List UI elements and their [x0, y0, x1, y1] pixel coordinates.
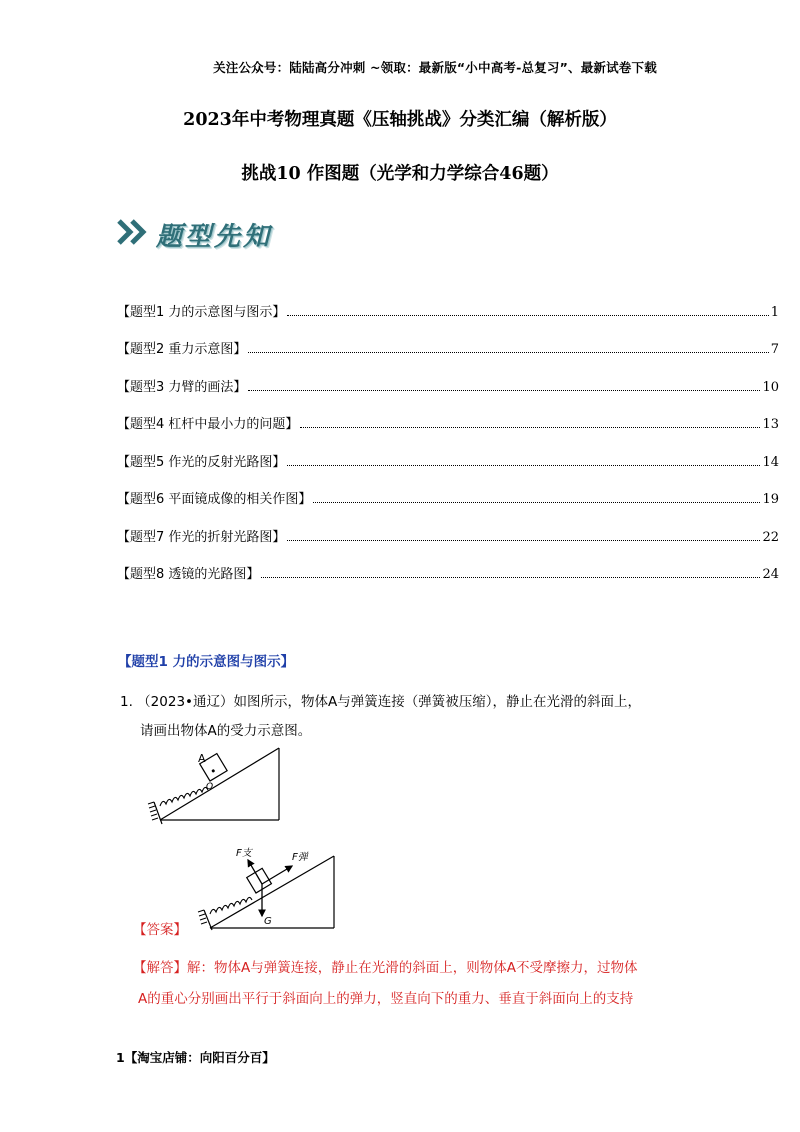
banner-title: 题型先知 [156, 221, 273, 252]
toc-entry[interactable] [117, 432, 779, 470]
label-f-support: F支 [236, 848, 252, 859]
question-text-line1: 1. （2023•通辽）如图所示，物体A与弹簧连接（弹簧被压缩），静止在光滑的斜面上， [120, 694, 641, 710]
compressed-spring [160, 787, 208, 806]
toc-leader-dots [248, 390, 760, 391]
table-of-contents [117, 282, 779, 582]
toc-entry-page: 13 [762, 417, 779, 432]
section-banner [116, 214, 272, 254]
document-title: 2023年中考物理真题《压轴挑战》分类汇编（解析版） [183, 110, 617, 130]
label-a: A [198, 752, 206, 765]
answer-analysis [133, 953, 693, 1015]
toc-entry-label: 【题型6 平面镜成像的相关作图】 [117, 492, 312, 507]
toc-entry-page: 24 [762, 567, 779, 582]
toc-entry[interactable] [117, 357, 779, 395]
toc-entry-label: 【题型8 透镜的光路图】 [117, 567, 260, 582]
toc-entry-page: 7 [770, 342, 779, 357]
document-subtitle: 挑战10 作图题（光学和力学综合46题） [241, 164, 559, 184]
toc-leader-dots [313, 502, 760, 503]
toc-entry-page: 1 [770, 304, 779, 320]
question-text-line2: 请画出物体A的受力示意图。 [140, 723, 312, 739]
toc-entry-label: 【题型3 力臂的画法】 [117, 379, 247, 395]
toc-entry[interactable] [117, 320, 779, 358]
answer-label: 【答案】 [133, 922, 187, 938]
toc-entry[interactable] [117, 395, 779, 433]
toc-entry-page: 10 [762, 379, 779, 395]
incline-triangle [210, 856, 334, 928]
header-note: 关注公众号：陆陆高分冲刺 ~领取：最新版“小中高考-总复习”、最新试卷下载 [213, 60, 657, 75]
toc-entry-label: 【题型2 重力示意图】 [117, 342, 247, 357]
toc-entry-label: 【题型5 作光的反射光路图】 [117, 454, 286, 470]
toc-leader-dots [287, 540, 760, 541]
toc-entry-label: 【题型7 作光的折射光路图】 [117, 529, 286, 545]
toc-leader-dots [287, 315, 768, 316]
answer-figure [196, 842, 338, 932]
toc-entry[interactable] [117, 507, 779, 545]
analysis-line2: A的重心分别画出平行于斜面向上的弹力，竖直向下的重力、垂直于斜面向上的支持 [138, 991, 634, 1007]
toc-entry[interactable] [117, 545, 779, 583]
toc-entry-page: 19 [762, 492, 779, 507]
page-footer: 1【淘宝店铺：向阳百分百】 [116, 1050, 275, 1065]
label-o: O [206, 782, 214, 792]
toc-leader-dots [261, 577, 760, 578]
analysis-tag: 【解答】 [133, 960, 187, 976]
question-figure [140, 744, 290, 828]
question-1 [120, 688, 720, 746]
analysis-line1: 解：物体A与弹簧连接，静止在光滑的斜面上，则物体A不受摩擦力，过物体 [187, 960, 638, 976]
label-f-elastic: F弹 [292, 852, 308, 863]
label-g: G [264, 916, 272, 927]
toc-entry-label: 【题型1 力的示意图与图示】 [117, 304, 286, 320]
section-heading: 【题型1 力的示意图与图示】 [118, 654, 295, 670]
compressed-spring [210, 897, 252, 914]
toc-entry[interactable] [117, 282, 779, 320]
toc-leader-dots [300, 427, 760, 428]
toc-entry-label: 【题型4 杠杆中最小力的问题】 [117, 417, 299, 432]
toc-entry-page: 14 [762, 454, 779, 470]
toc-entry-page: 22 [762, 529, 779, 545]
toc-leader-dots [287, 465, 760, 466]
double-chevron-icon [116, 217, 150, 251]
toc-entry[interactable] [117, 470, 779, 508]
toc-leader-dots [248, 352, 768, 353]
